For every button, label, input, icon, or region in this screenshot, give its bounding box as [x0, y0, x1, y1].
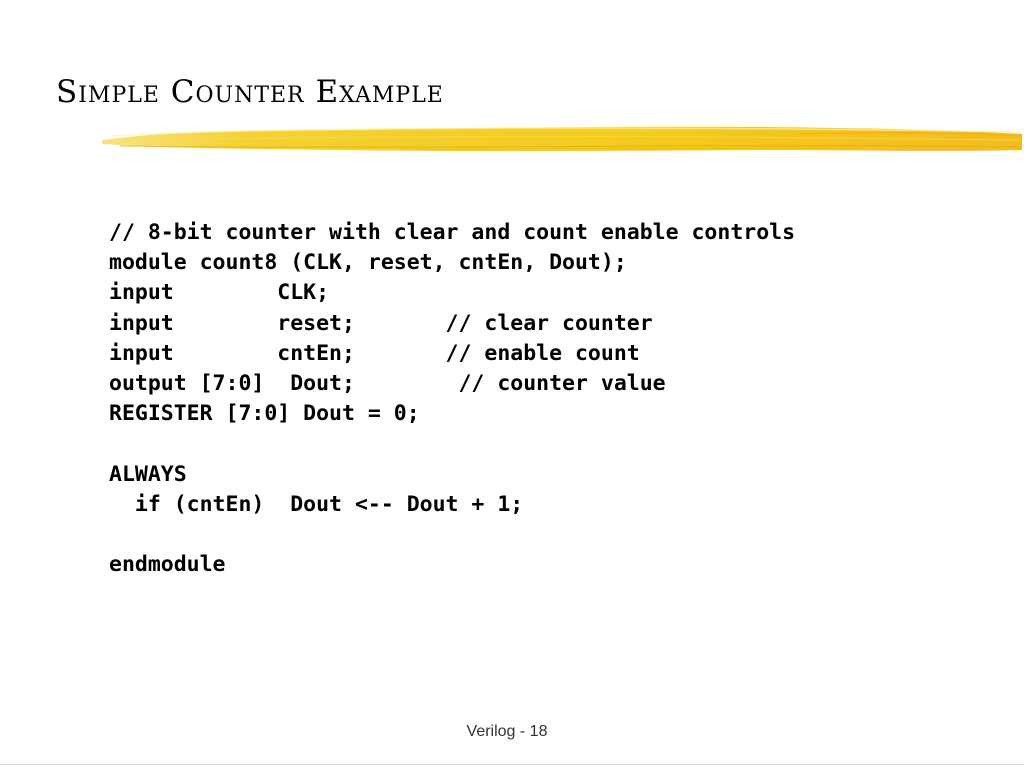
code-line: input reset; // clear counter: [109, 310, 653, 336]
code-line: input CLK;: [109, 280, 330, 306]
slide-footer: Verilog - 18: [466, 723, 548, 740]
slide-title: Simple Counter Example: [56, 74, 444, 110]
code-line: if (cntEn) Dout <-- Dout + 1;: [109, 491, 524, 517]
bottom-divider: [0, 764, 1024, 765]
code-line: input cntEn; // enable count: [109, 340, 640, 366]
code-line: module count8 (CLK, reset, cntEn, Dout);: [109, 250, 627, 276]
code-line: REGISTER [7:0] Dout = 0;: [109, 401, 420, 427]
code-block: [109, 218, 989, 580]
title-underline-brush-stroke: [100, 118, 1024, 162]
code-line-blank: [109, 429, 989, 459]
code-line: ALWAYS: [109, 461, 187, 487]
code-line-blank: [109, 520, 989, 550]
code-line: endmodule: [109, 552, 226, 578]
code-line: // 8-bit counter with clear and count enable controls: [109, 220, 796, 245]
code-line: output [7:0] Dout; // counter value: [109, 370, 666, 396]
